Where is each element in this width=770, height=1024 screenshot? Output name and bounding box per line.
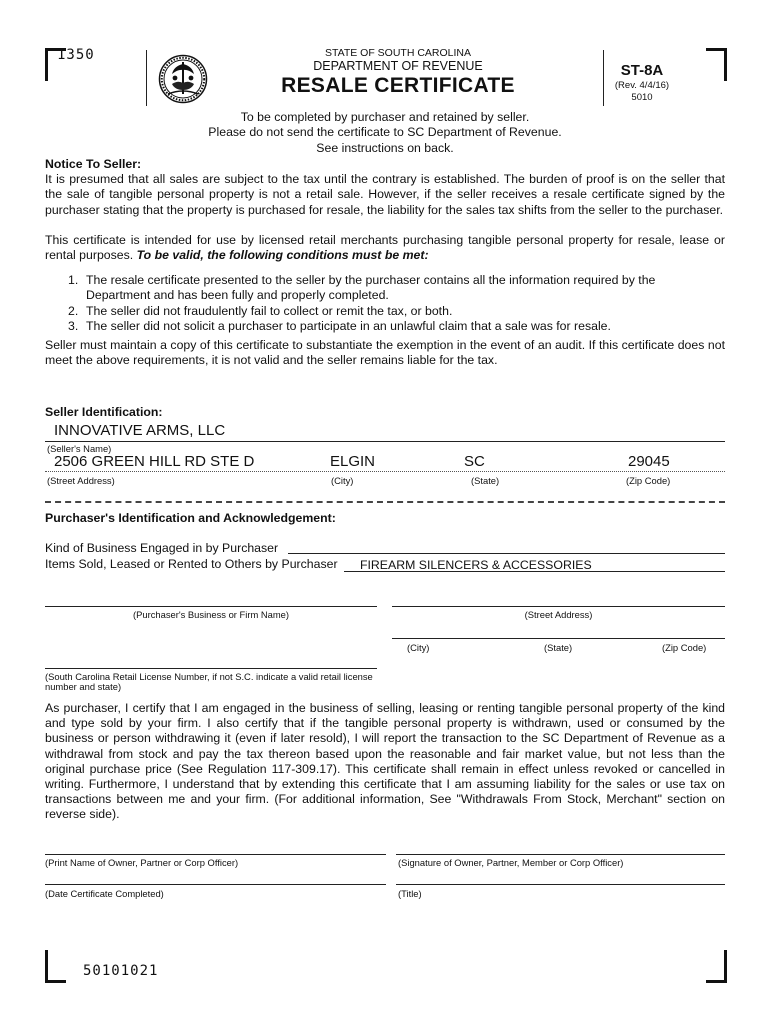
corner-mark-bottom-right bbox=[706, 950, 727, 983]
seller-name-label: (Seller's Name) bbox=[47, 443, 112, 454]
instruction-line: See instructions on back. bbox=[316, 140, 454, 155]
items-sold-field[interactable]: FIREARM SILENCERS & ACCESSORIES bbox=[360, 558, 592, 572]
items-sold-line bbox=[344, 571, 725, 572]
purchaser-street-label: (Street Address) bbox=[524, 609, 593, 620]
form-code: 5010 bbox=[631, 92, 653, 103]
date-completed-label: (Date Certificate Completed) bbox=[45, 888, 164, 899]
form-id-top: 1350 bbox=[57, 47, 95, 63]
title-label: (Title) bbox=[398, 888, 422, 899]
condition-number: 2. bbox=[68, 303, 79, 318]
form-id-bottom: 50101021 bbox=[83, 963, 159, 979]
seller-state-field[interactable]: SC bbox=[464, 453, 485, 470]
firm-name-line[interactable] bbox=[45, 606, 377, 607]
department-name: DEPARTMENT OF REVENUE bbox=[313, 59, 483, 73]
date-completed-line[interactable] bbox=[45, 884, 386, 885]
notice-heading: Notice To Seller: bbox=[45, 157, 142, 171]
seller-zip-label: (Zip Code) bbox=[626, 475, 671, 486]
notice-paragraph-intended-use bbox=[45, 233, 725, 263]
condition-item bbox=[68, 319, 725, 334]
license-number-label: (South Carolina Retail License Number, if not S.C. indicate a valid retail license number and state) bbox=[45, 671, 373, 692]
print-name-line[interactable] bbox=[45, 854, 386, 855]
notice-validity-emphasis: To be valid, the following conditions must be met: bbox=[136, 248, 429, 263]
state-name: STATE OF SOUTH CAROLINA bbox=[324, 47, 472, 59]
purchaser-city-label: (City) bbox=[407, 642, 430, 653]
seller-name-line bbox=[45, 441, 725, 442]
seller-city-field[interactable]: ELGIN bbox=[330, 453, 376, 470]
seller-name-field[interactable]: INNOVATIVE ARMS, LLC bbox=[54, 422, 226, 439]
seller-street-label: (Street Address) bbox=[47, 475, 115, 486]
firm-name-label: (Purchaser's Business or Firm Name) bbox=[133, 609, 289, 620]
seller-heading: Seller Identification: bbox=[45, 405, 163, 419]
purchaser-street-line[interactable] bbox=[392, 606, 725, 607]
condition-text: The resale certificate presented to the seller by the purchaser contains all the information required by the Department and has been fully and properly completed. bbox=[86, 273, 656, 303]
title-line[interactable] bbox=[396, 884, 725, 885]
instruction-line: To be completed by purchaser and retained by seller. bbox=[240, 110, 530, 124]
instruction-line: Please do not send the certificate to SC Department of Revenue. bbox=[208, 125, 562, 140]
purchaser-state-label: (State) bbox=[544, 642, 573, 653]
seller-street-field[interactable]: 2506 GREEN HILL RD STE D bbox=[54, 453, 255, 470]
form-number: ST-8A bbox=[620, 62, 664, 79]
notice-intended-use-text: This certificate is intended for use by licensed retail merchants purchasing tangible personal property for resale, lease or rental purposes. bbox=[45, 232, 725, 263]
notice-section bbox=[45, 157, 725, 368]
notice-paragraph-audit: Seller must maintain a copy of this certificate to substantiate the exemption in the event of an audit. If this certificate does not meet the above requirements, it is not valid and the seller remains liable for the tax. bbox=[45, 338, 725, 368]
purchaser-city-state-zip-line[interactable] bbox=[392, 638, 725, 639]
corner-mark-bottom-left bbox=[45, 950, 66, 983]
purchaser-heading: Purchaser's Identification and Acknowledgement: bbox=[45, 511, 336, 525]
condition-text: The seller did not solicit a purchaser to participate in an unlawful claim that a sale was for resale. bbox=[86, 318, 611, 333]
state-seal bbox=[158, 54, 208, 104]
business-kind-label: Kind of Business Engaged in by Purchaser bbox=[45, 541, 279, 555]
items-sold-label: Items Sold, Leased or Rented to Others by Purchaser bbox=[45, 557, 338, 571]
seller-city-label: (City) bbox=[331, 475, 354, 486]
conditions-list bbox=[68, 273, 725, 334]
print-name-label: (Print Name of Owner, Partner or Corp Officer) bbox=[45, 857, 239, 868]
notice-paragraph-presumption: It is presumed that all sales are subject to the tax until the contrary is established. The burden of proof is on the seller that the sale of tangible personal property is not a retail sale. However, if the seller receives a resale certificate signed by the purchaser stating that the property is purchased for resale, the liability for the sales tax shifts from the seller to the purchaser. bbox=[45, 172, 725, 217]
corner-mark-top-right bbox=[706, 48, 727, 81]
condition-text: The seller did not fraudulently fail to collect or remit the tax, or both. bbox=[86, 303, 453, 318]
business-kind-line bbox=[288, 553, 725, 554]
cut-line bbox=[45, 501, 725, 503]
condition-item bbox=[68, 273, 725, 303]
seller-address-line bbox=[45, 471, 725, 472]
certification-paragraph: As purchaser, I certify that I am engaged in the business of selling, leasing or renting tangible personal property of the kind and type sold by your firm. I also certify that if the tangible personal property is withdrawn, used or consumed by the business or person withdrawing it (even if later resold), I will report the transaction to the SC Department of Revenue as a withdrawal from stock and pay the tax thereon based upon the reasonable and fair market value, but not less than the original purchase price (See Regulation 117-309.17). This certificate shall remain in effect unless revoked or cancelled in writing. Furthermore, I understand that by extending this certificate that I am assuming liability for the sales or use tax on transactions between me and your firm. (For additional information, See "Withdrawals From Stock, Merchant" section on reverse side). bbox=[45, 701, 725, 822]
header-divider-left bbox=[146, 50, 147, 106]
signature-label: (Signature of Owner, Partner, Member or Corp Officer) bbox=[398, 857, 624, 868]
condition-number: 3. bbox=[68, 318, 79, 333]
seller-state-label: (State) bbox=[471, 475, 500, 486]
signature-line[interactable] bbox=[396, 854, 725, 855]
form-revision: (Rev. 4/4/16) bbox=[614, 80, 670, 91]
condition-number: 1. bbox=[68, 273, 79, 288]
seller-zip-field[interactable]: 29045 bbox=[628, 453, 670, 470]
form-title: RESALE CERTIFICATE bbox=[281, 74, 515, 97]
license-number-line[interactable] bbox=[45, 668, 377, 669]
purchaser-zip-label: (Zip Code) bbox=[662, 642, 707, 653]
condition-item bbox=[68, 304, 725, 319]
instructions bbox=[45, 110, 725, 156]
